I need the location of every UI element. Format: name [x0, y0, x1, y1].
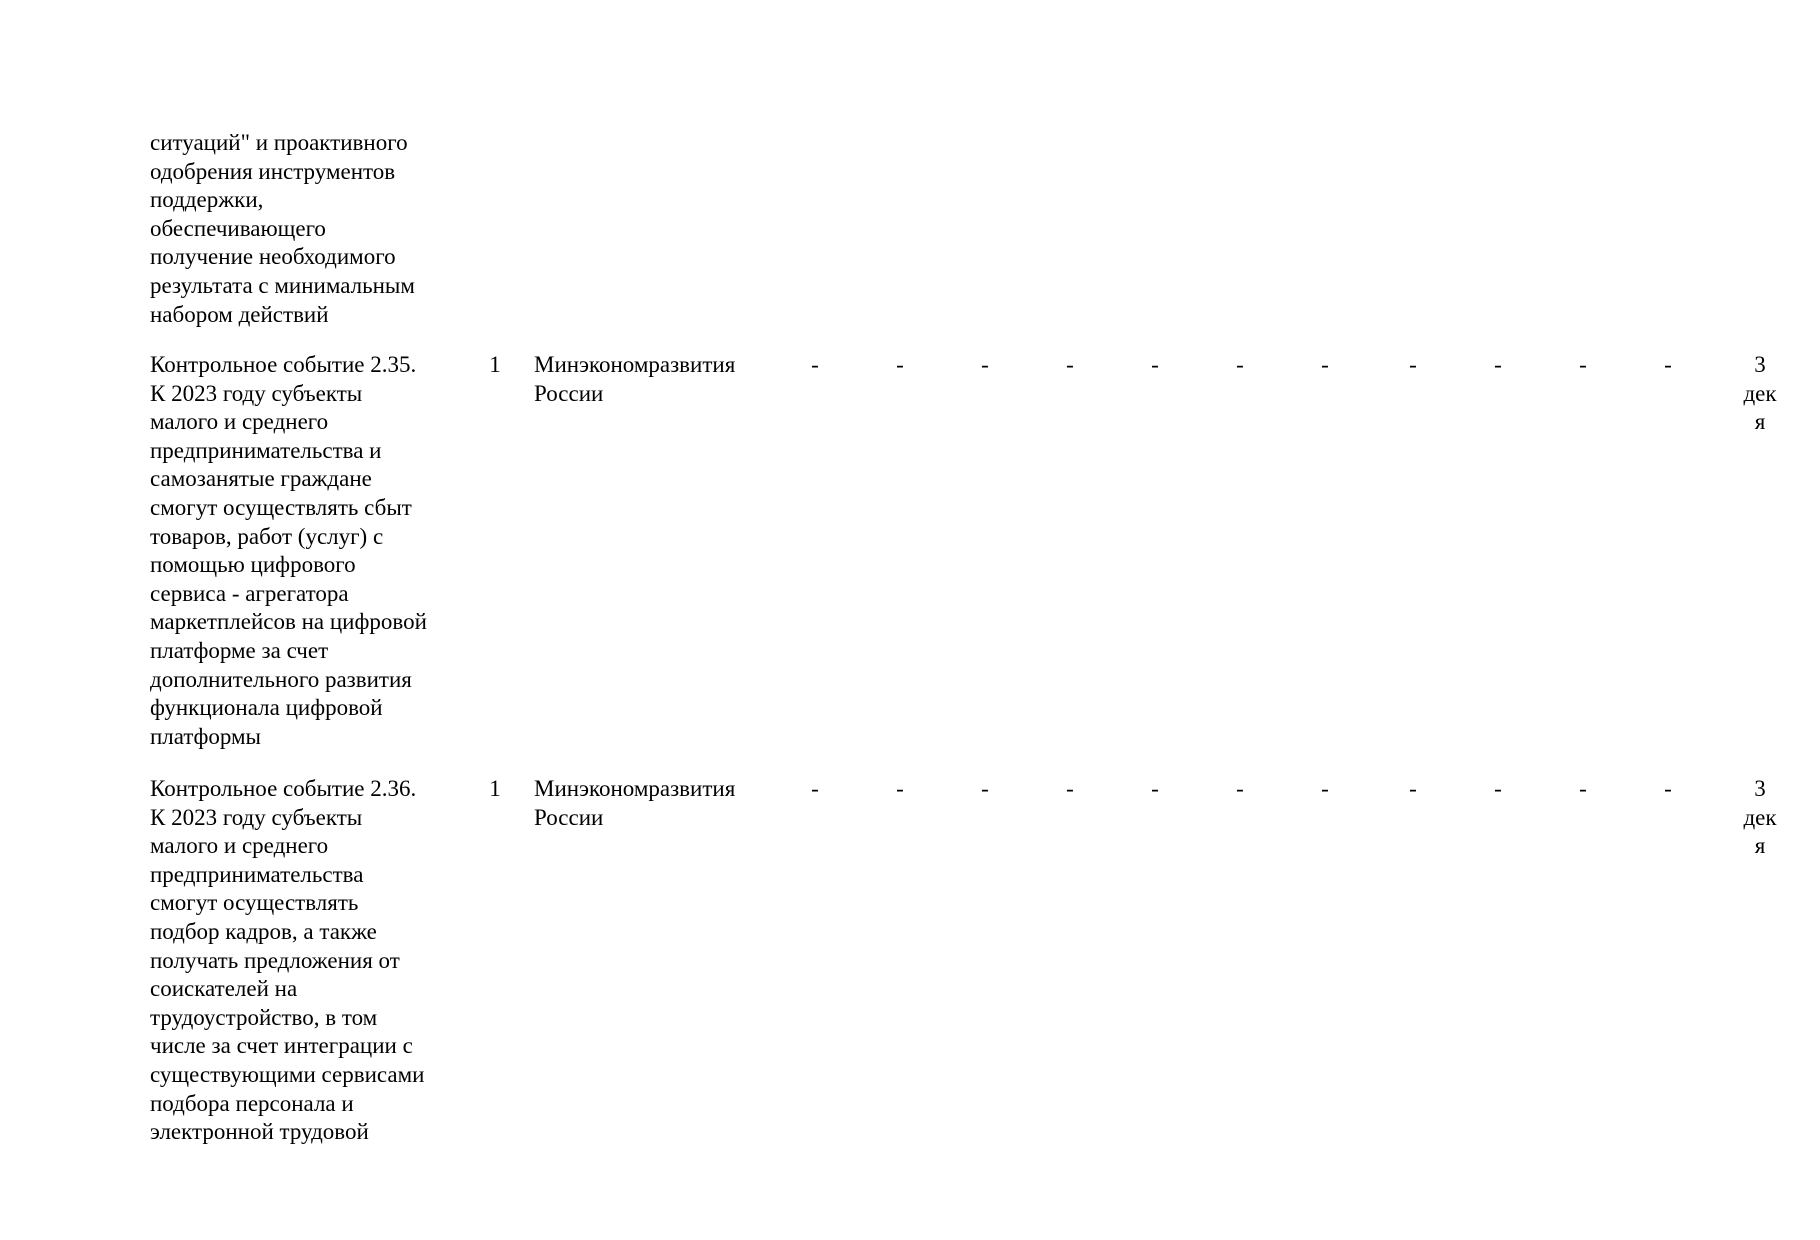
row-number-2-35: 1	[489, 352, 501, 377]
value-cell: -	[981, 776, 989, 801]
value-cell: -	[1579, 352, 1587, 377]
row-date-2-36: 3 дек я	[1743, 776, 1777, 859]
value-cell: -	[1494, 352, 1502, 377]
value-cell: -	[1664, 352, 1672, 377]
value-cell: -	[811, 352, 819, 377]
value-cell: -	[1236, 776, 1244, 801]
row-description-continued: ситуаций" и проактивного одобрения инструментов поддержки, обеспечивающего получение необходимого результата с минимальным набором действий	[150, 130, 415, 327]
row-organization-2-35: Минэкономразвития России	[534, 352, 736, 406]
row-description-2-36: Контрольное событие 2.36. К 2023 году субъекты малого и среднего предпринимательства смогут осуществлять подбор кадров, а также получать предложения от соискателей на трудоустройство, в том числе за счет интеграции с существующими сервисами подбора персонала и электронной трудовой	[150, 776, 425, 1145]
value-cell: -	[1066, 776, 1074, 801]
row-date-2-35: 3 дек я	[1743, 352, 1777, 435]
value-cell: -	[1321, 352, 1329, 377]
value-cell: -	[981, 352, 989, 377]
value-cell: -	[1579, 776, 1587, 801]
value-cell: -	[1151, 776, 1159, 801]
row-description-2-35: Контрольное событие 2.35. К 2023 году субъекты малого и среднего предпринимательства и самозанятые граждане смогут осуществлять сбыт товаров, работ (услуг) с помощью цифрового сервиса - агрегатора маркетплейсов на цифровой платформе за счет дополнительного развития функционала цифровой платформы	[150, 352, 427, 749]
value-cell: -	[1494, 776, 1502, 801]
value-cell: -	[811, 776, 819, 801]
value-cell: -	[1409, 352, 1417, 377]
value-cell: -	[1066, 352, 1074, 377]
value-cell: -	[896, 352, 904, 377]
value-cell: -	[1664, 776, 1672, 801]
row-number-2-36: 1	[489, 776, 501, 801]
row-organization-2-36: Минэкономразвития России	[534, 776, 736, 830]
value-cell: -	[1151, 352, 1159, 377]
value-cell: -	[1236, 352, 1244, 377]
value-cell: -	[896, 776, 904, 801]
value-cell: -	[1409, 776, 1417, 801]
value-cell: -	[1321, 776, 1329, 801]
